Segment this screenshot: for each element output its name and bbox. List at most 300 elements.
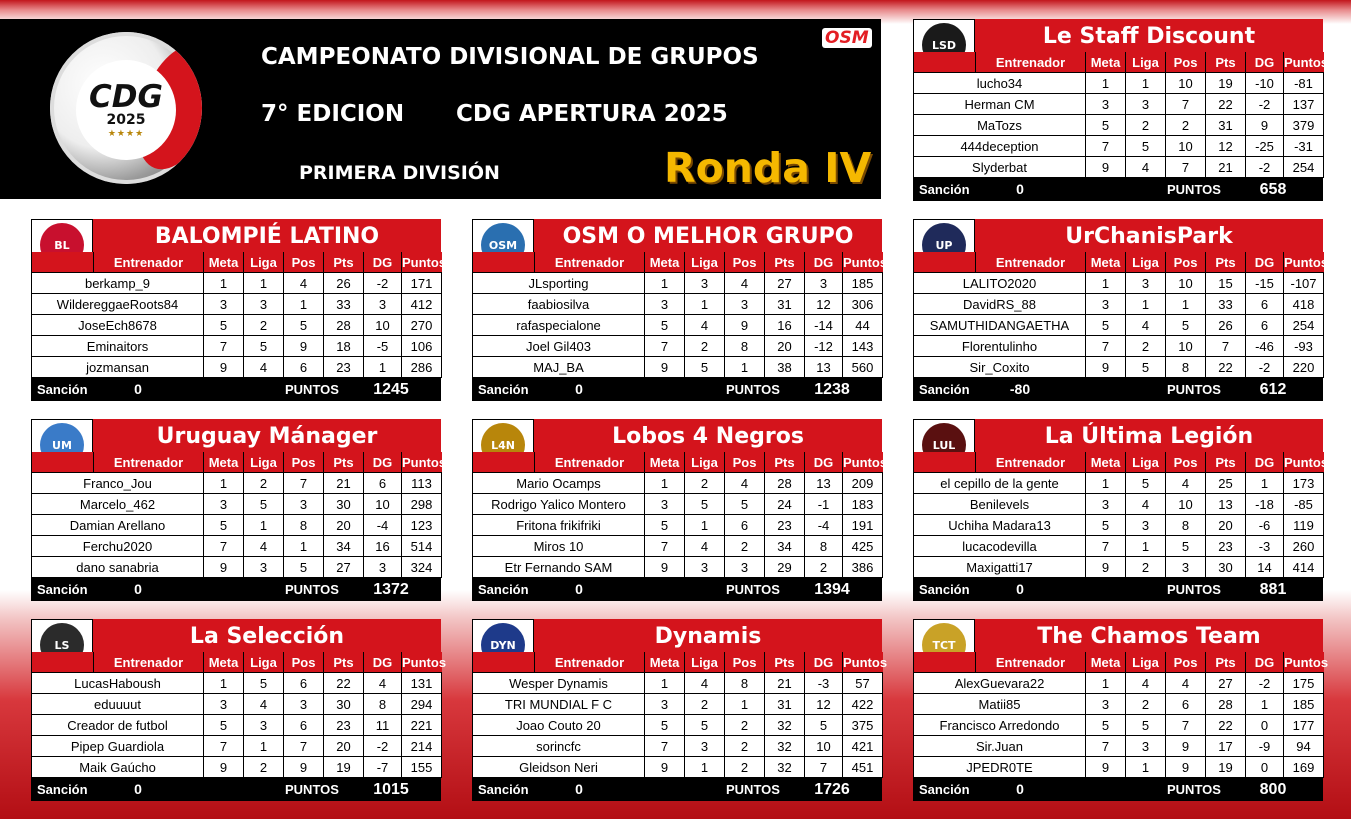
team-table bbox=[913, 52, 1329, 178]
team-logo-badge: BL bbox=[40, 223, 84, 267]
stat-cell: 425 bbox=[843, 536, 883, 557]
column-header: Pos bbox=[725, 452, 765, 473]
sancion-label: Sanción bbox=[478, 382, 529, 397]
column-header: Meta bbox=[1086, 452, 1126, 473]
stat-cell: 12 bbox=[805, 694, 843, 715]
stat-cell: 9 bbox=[645, 357, 685, 378]
stat-cell: 3 bbox=[645, 294, 685, 315]
stat-cell: 27 bbox=[765, 273, 805, 294]
header-blank bbox=[32, 252, 94, 273]
column-header: Entrenador bbox=[94, 652, 204, 673]
stat-cell: 1 bbox=[685, 294, 725, 315]
total-points: 881 bbox=[1259, 581, 1287, 598]
stat-cell: 9 bbox=[645, 757, 685, 778]
stat-cell: 1 bbox=[685, 757, 725, 778]
coach-name-cell: MAJ_BA bbox=[473, 357, 645, 378]
stat-cell: 10 bbox=[1166, 494, 1206, 515]
stat-cell: 2 bbox=[685, 694, 725, 715]
coach-name-cell: DavidRS_88 bbox=[914, 294, 1086, 315]
table-row bbox=[473, 715, 883, 736]
stat-cell: 4 bbox=[685, 536, 725, 557]
team-table bbox=[472, 452, 888, 578]
table-row bbox=[32, 273, 442, 294]
column-header: Entrenador bbox=[976, 252, 1086, 273]
table-row bbox=[32, 557, 442, 578]
stat-cell: 7 bbox=[204, 736, 244, 757]
puntos-label: PUNTOS bbox=[726, 382, 780, 397]
sancion-label: Sanción bbox=[919, 182, 970, 197]
stat-cell: 1 bbox=[1086, 673, 1126, 694]
stat-cell: 171 bbox=[402, 273, 442, 294]
coach-name-cell: Damian Arellano bbox=[32, 515, 204, 536]
column-header: Pts bbox=[324, 652, 364, 673]
column-header: Liga bbox=[685, 252, 725, 273]
column-header: Pos bbox=[725, 652, 765, 673]
stat-cell: 254 bbox=[1284, 315, 1324, 336]
stat-cell: 209 bbox=[843, 473, 883, 494]
stat-cell: 7 bbox=[1166, 715, 1206, 736]
stat-cell: 4 bbox=[1166, 673, 1206, 694]
puntos-label: PUNTOS bbox=[1167, 582, 1221, 597]
coach-name-cell: Marcelo_462 bbox=[32, 494, 204, 515]
stat-cell: 5 bbox=[1086, 515, 1126, 536]
coach-name-cell: faabiosilva bbox=[473, 294, 645, 315]
puntos-label: PUNTOS bbox=[285, 782, 339, 797]
stat-cell: 3 bbox=[645, 494, 685, 515]
team-table bbox=[913, 452, 1329, 578]
team-card bbox=[913, 19, 1329, 201]
stat-cell: 254 bbox=[1284, 157, 1324, 178]
tournament-label: CDG APERTURA 2025 bbox=[456, 101, 728, 127]
table-header-row bbox=[473, 452, 883, 473]
stat-cell: 5 bbox=[645, 315, 685, 336]
stat-cell: 5 bbox=[244, 673, 284, 694]
sancion-value: 0 bbox=[134, 381, 142, 397]
stat-cell: 560 bbox=[843, 357, 883, 378]
column-header: Puntos bbox=[843, 452, 883, 473]
stat-cell: 94 bbox=[1284, 736, 1324, 757]
stat-cell: 9 bbox=[725, 315, 765, 336]
stat-cell: 3 bbox=[204, 294, 244, 315]
column-header: Pts bbox=[324, 252, 364, 273]
stat-cell: 7 bbox=[1086, 536, 1126, 557]
column-header: Meta bbox=[645, 652, 685, 673]
stat-cell: 22 bbox=[1206, 94, 1246, 115]
total-points: 1238 bbox=[814, 381, 850, 398]
column-header: Pts bbox=[765, 252, 805, 273]
puntos-label: PUNTOS bbox=[285, 582, 339, 597]
stat-cell: 33 bbox=[324, 294, 364, 315]
stat-cell: 1 bbox=[244, 736, 284, 757]
sancion-label: Sanción bbox=[478, 782, 529, 797]
stat-cell: 4 bbox=[1126, 315, 1166, 336]
table-row bbox=[473, 557, 883, 578]
stat-cell: 1 bbox=[284, 294, 324, 315]
stat-cell: 9 bbox=[1166, 736, 1206, 757]
stat-cell: 13 bbox=[805, 357, 843, 378]
column-header: Pos bbox=[1166, 652, 1206, 673]
column-header: Pos bbox=[1166, 52, 1206, 73]
table-header-row bbox=[914, 452, 1324, 473]
column-header: Pts bbox=[765, 652, 805, 673]
stat-cell: -9 bbox=[1246, 736, 1284, 757]
stat-cell: 1 bbox=[364, 357, 402, 378]
stat-cell: 7 bbox=[1086, 336, 1126, 357]
table-row bbox=[914, 557, 1324, 578]
stat-cell: 1 bbox=[244, 515, 284, 536]
column-header: Entrenador bbox=[94, 252, 204, 273]
stat-cell: 7 bbox=[645, 736, 685, 757]
stat-cell: 6 bbox=[284, 357, 324, 378]
column-header: Liga bbox=[1126, 52, 1166, 73]
column-header: Pos bbox=[1166, 452, 1206, 473]
table-row bbox=[473, 473, 883, 494]
column-header: Meta bbox=[204, 452, 244, 473]
stat-cell: -2 bbox=[1246, 157, 1284, 178]
column-header: Pts bbox=[1206, 252, 1246, 273]
stat-cell: 34 bbox=[765, 536, 805, 557]
header-blank bbox=[473, 452, 535, 473]
stat-cell: 31 bbox=[765, 694, 805, 715]
column-header: Meta bbox=[645, 252, 685, 273]
table-row bbox=[473, 494, 883, 515]
stat-cell: 1 bbox=[645, 673, 685, 694]
stat-cell: -81 bbox=[1284, 73, 1324, 94]
table-header-row bbox=[32, 252, 442, 273]
stat-cell: 38 bbox=[765, 357, 805, 378]
team-name: OSM O MELHOR GRUPO bbox=[534, 219, 882, 252]
team-name: Uruguay Mánager bbox=[93, 419, 441, 452]
table-row bbox=[32, 494, 442, 515]
stat-cell: 10 bbox=[805, 736, 843, 757]
puntos-label: PUNTOS bbox=[726, 582, 780, 597]
table-row bbox=[914, 673, 1324, 694]
stat-cell: 514 bbox=[402, 536, 442, 557]
team-card bbox=[472, 219, 888, 401]
stat-cell: 5 bbox=[1166, 536, 1206, 557]
header-blank bbox=[914, 652, 976, 673]
stat-cell: 143 bbox=[843, 336, 883, 357]
stat-cell: 3 bbox=[364, 294, 402, 315]
table-row bbox=[914, 157, 1324, 178]
column-header: DG bbox=[1246, 252, 1284, 273]
stat-cell: 3 bbox=[1126, 736, 1166, 757]
total-points: 658 bbox=[1259, 181, 1287, 198]
column-header: Liga bbox=[685, 452, 725, 473]
stat-cell: 3 bbox=[244, 294, 284, 315]
coach-name-cell: Francisco Arredondo bbox=[914, 715, 1086, 736]
stat-cell: 1 bbox=[1086, 473, 1126, 494]
team-table bbox=[31, 452, 447, 578]
team-name: BALOMPIÉ LATINO bbox=[93, 219, 441, 252]
stat-cell: -2 bbox=[1246, 94, 1284, 115]
coach-name-cell: Matii85 bbox=[914, 694, 1086, 715]
stat-cell: 28 bbox=[324, 315, 364, 336]
column-header: Entrenador bbox=[976, 52, 1086, 73]
cdg-logo bbox=[50, 32, 202, 184]
sancion-value: 0 bbox=[134, 581, 142, 597]
table-row bbox=[32, 694, 442, 715]
stat-cell: 298 bbox=[402, 494, 442, 515]
stat-cell: 5 bbox=[1126, 357, 1166, 378]
stat-cell: 0 bbox=[1246, 757, 1284, 778]
table-row bbox=[914, 536, 1324, 557]
column-header: DG bbox=[805, 652, 843, 673]
stat-cell: 3 bbox=[725, 294, 765, 315]
stat-cell: 9 bbox=[1086, 357, 1126, 378]
table-row bbox=[473, 694, 883, 715]
stat-cell: 20 bbox=[1206, 515, 1246, 536]
stat-cell: 8 bbox=[1166, 515, 1206, 536]
stat-cell: 6 bbox=[725, 515, 765, 536]
stat-cell: 32 bbox=[765, 757, 805, 778]
stat-cell: 175 bbox=[1284, 673, 1324, 694]
column-header: Puntos bbox=[402, 652, 442, 673]
table-row bbox=[473, 336, 883, 357]
coach-name-cell: Gleidson Neri bbox=[473, 757, 645, 778]
coach-name-cell: AlexGuevara22 bbox=[914, 673, 1086, 694]
stat-cell: 3 bbox=[284, 494, 324, 515]
stat-cell: 3 bbox=[805, 273, 843, 294]
total-points: 800 bbox=[1259, 781, 1287, 798]
header-blank bbox=[914, 252, 976, 273]
column-header: DG bbox=[1246, 652, 1284, 673]
stat-cell: -2 bbox=[1246, 673, 1284, 694]
table-row bbox=[914, 115, 1324, 136]
table-row bbox=[914, 494, 1324, 515]
team-logo-badge: OSM bbox=[481, 223, 525, 267]
stat-cell: 10 bbox=[364, 315, 402, 336]
stat-cell: 5 bbox=[805, 715, 843, 736]
stat-cell: 6 bbox=[1166, 694, 1206, 715]
stat-cell: 8 bbox=[284, 515, 324, 536]
total-points: 1372 bbox=[373, 581, 409, 598]
table-row bbox=[32, 357, 442, 378]
coach-name-cell: JoseEch8678 bbox=[32, 315, 204, 336]
stat-cell: 9 bbox=[204, 557, 244, 578]
column-header: Pos bbox=[725, 252, 765, 273]
coach-name-cell: Rodrigo Yalico Montero bbox=[473, 494, 645, 515]
column-header: Liga bbox=[1126, 252, 1166, 273]
stat-cell: 20 bbox=[765, 336, 805, 357]
table-row bbox=[473, 673, 883, 694]
total-points: 1245 bbox=[373, 381, 409, 398]
column-header: Meta bbox=[204, 652, 244, 673]
sancion-value: 0 bbox=[575, 381, 583, 397]
stat-cell: 177 bbox=[1284, 715, 1324, 736]
stat-cell: 169 bbox=[1284, 757, 1324, 778]
stat-cell: 412 bbox=[402, 294, 442, 315]
stat-cell: 8 bbox=[1166, 357, 1206, 378]
stat-cell: 3 bbox=[685, 273, 725, 294]
stat-cell: 27 bbox=[1206, 673, 1246, 694]
column-header: Puntos bbox=[1284, 52, 1324, 73]
sancion-value: 0 bbox=[1016, 581, 1024, 597]
stat-cell: 10 bbox=[1166, 273, 1206, 294]
stat-cell: 294 bbox=[402, 694, 442, 715]
table-header-row bbox=[914, 252, 1324, 273]
column-header: Pts bbox=[765, 452, 805, 473]
column-header: DG bbox=[364, 252, 402, 273]
team-table bbox=[913, 652, 1329, 778]
team-logo-badge: UM bbox=[40, 423, 84, 467]
table-row bbox=[914, 273, 1324, 294]
column-header: Meta bbox=[645, 452, 685, 473]
stat-cell: 1 bbox=[1126, 294, 1166, 315]
team-name: The Chamos Team bbox=[975, 619, 1323, 652]
stat-cell: 9 bbox=[284, 757, 324, 778]
stat-cell: 3 bbox=[1086, 94, 1126, 115]
coach-name-cell: lucacodevilla bbox=[914, 536, 1086, 557]
stat-cell: 7 bbox=[284, 473, 324, 494]
table-row bbox=[914, 94, 1324, 115]
stat-cell: 3 bbox=[685, 557, 725, 578]
team-card bbox=[913, 419, 1329, 601]
sancion-label: Sanción bbox=[919, 782, 970, 797]
column-header: DG bbox=[364, 652, 402, 673]
stat-cell: 173 bbox=[1284, 473, 1324, 494]
stat-cell: 7 bbox=[645, 336, 685, 357]
coach-name-cell: Ferchu2020 bbox=[32, 536, 204, 557]
coach-name-cell: TRI MUNDIAL F C bbox=[473, 694, 645, 715]
stat-cell: 2 bbox=[805, 557, 843, 578]
team-table bbox=[472, 252, 888, 378]
stat-cell: 5 bbox=[204, 715, 244, 736]
column-header: Puntos bbox=[843, 252, 883, 273]
stat-cell: 8 bbox=[725, 673, 765, 694]
coach-name-cell: eduuuut bbox=[32, 694, 204, 715]
stat-cell: 21 bbox=[765, 673, 805, 694]
team-name: Lobos 4 Negros bbox=[534, 419, 882, 452]
stat-cell: 2 bbox=[685, 336, 725, 357]
division-label: PRIMERA DIVISIÓN bbox=[299, 162, 500, 184]
stat-cell: 2 bbox=[244, 315, 284, 336]
stat-cell: 22 bbox=[1206, 357, 1246, 378]
stat-cell: 3 bbox=[1086, 694, 1126, 715]
coach-name-cell: sorincfc bbox=[473, 736, 645, 757]
stat-cell: 9 bbox=[284, 336, 324, 357]
coach-name-cell: Florentulinho bbox=[914, 336, 1086, 357]
stat-cell: 137 bbox=[1284, 94, 1324, 115]
column-header: Meta bbox=[1086, 52, 1126, 73]
team-card bbox=[913, 619, 1329, 801]
stat-cell: 4 bbox=[1126, 157, 1166, 178]
table-header-row bbox=[32, 652, 442, 673]
column-header: Pts bbox=[1206, 652, 1246, 673]
column-header: Puntos bbox=[402, 452, 442, 473]
stat-cell: 3 bbox=[284, 694, 324, 715]
stat-cell: 422 bbox=[843, 694, 883, 715]
team-footer bbox=[31, 778, 441, 801]
stat-cell: 19 bbox=[1206, 73, 1246, 94]
stat-cell: 8 bbox=[725, 336, 765, 357]
stat-cell: 3 bbox=[204, 694, 244, 715]
stat-cell: 7 bbox=[645, 536, 685, 557]
stat-cell: 2 bbox=[725, 536, 765, 557]
sancion-value: 0 bbox=[134, 781, 142, 797]
stat-cell: 5 bbox=[685, 357, 725, 378]
stat-cell: -25 bbox=[1246, 136, 1284, 157]
team-logo-badge: L4N bbox=[481, 423, 525, 467]
stat-cell: 12 bbox=[805, 294, 843, 315]
stat-cell: 34 bbox=[324, 536, 364, 557]
stat-cell: 9 bbox=[1086, 757, 1126, 778]
stat-cell: 7 bbox=[1086, 736, 1126, 757]
stat-cell: -15 bbox=[1246, 273, 1284, 294]
stat-cell: 5 bbox=[244, 336, 284, 357]
table-row bbox=[914, 515, 1324, 536]
puntos-label: PUNTOS bbox=[1167, 382, 1221, 397]
stat-cell: 3 bbox=[244, 715, 284, 736]
stat-cell: 9 bbox=[204, 357, 244, 378]
column-header: Pos bbox=[284, 652, 324, 673]
stat-cell: 5 bbox=[1086, 715, 1126, 736]
stat-cell: 4 bbox=[725, 473, 765, 494]
stat-cell: 12 bbox=[1206, 136, 1246, 157]
table-header-row bbox=[914, 52, 1324, 73]
coach-name-cell: Mario Ocamps bbox=[473, 473, 645, 494]
table-header-row bbox=[473, 652, 883, 673]
coach-name-cell: Uchiha Madara13 bbox=[914, 515, 1086, 536]
stat-cell: -31 bbox=[1284, 136, 1324, 157]
stat-cell: 5 bbox=[204, 515, 244, 536]
stat-cell: 191 bbox=[843, 515, 883, 536]
stat-cell: 23 bbox=[1206, 536, 1246, 557]
stat-cell: 1 bbox=[685, 515, 725, 536]
column-header: Puntos bbox=[1284, 652, 1324, 673]
stat-cell: 5 bbox=[1126, 715, 1166, 736]
stat-cell: 21 bbox=[1206, 157, 1246, 178]
team-footer bbox=[472, 578, 882, 601]
table-row bbox=[473, 736, 883, 757]
team-logo-badge: LUL bbox=[922, 423, 966, 467]
column-header: Meta bbox=[1086, 652, 1126, 673]
stat-cell: 386 bbox=[843, 557, 883, 578]
coach-name-cell: Slyderbat bbox=[914, 157, 1086, 178]
stat-cell: 26 bbox=[324, 273, 364, 294]
stat-cell: 1 bbox=[725, 694, 765, 715]
coach-name-cell: Joao Couto 20 bbox=[473, 715, 645, 736]
column-header: DG bbox=[805, 452, 843, 473]
stat-cell: 16 bbox=[364, 536, 402, 557]
stat-cell: 1 bbox=[204, 673, 244, 694]
table-row bbox=[32, 715, 442, 736]
stat-cell: 6 bbox=[1246, 315, 1284, 336]
table-row bbox=[32, 757, 442, 778]
team-card bbox=[31, 619, 447, 801]
stat-cell: 2 bbox=[1166, 115, 1206, 136]
stat-cell: 20 bbox=[324, 736, 364, 757]
stat-cell: 5 bbox=[284, 557, 324, 578]
stat-cell: 8 bbox=[805, 536, 843, 557]
header-blank bbox=[473, 652, 535, 673]
table-row bbox=[473, 273, 883, 294]
stat-cell: -10 bbox=[1246, 73, 1284, 94]
stat-cell: 4 bbox=[244, 536, 284, 557]
column-header: DG bbox=[1246, 52, 1284, 73]
team-footer bbox=[913, 578, 1323, 601]
stat-cell: 9 bbox=[1246, 115, 1284, 136]
table-row bbox=[32, 294, 442, 315]
stat-cell: 22 bbox=[324, 673, 364, 694]
stat-cell: 1 bbox=[1166, 294, 1206, 315]
stat-cell: 10 bbox=[1166, 73, 1206, 94]
column-header: Pts bbox=[324, 452, 364, 473]
stat-cell: 3 bbox=[1086, 494, 1126, 515]
table-row bbox=[914, 315, 1324, 336]
team-table bbox=[472, 652, 888, 778]
stat-cell: 10 bbox=[364, 494, 402, 515]
